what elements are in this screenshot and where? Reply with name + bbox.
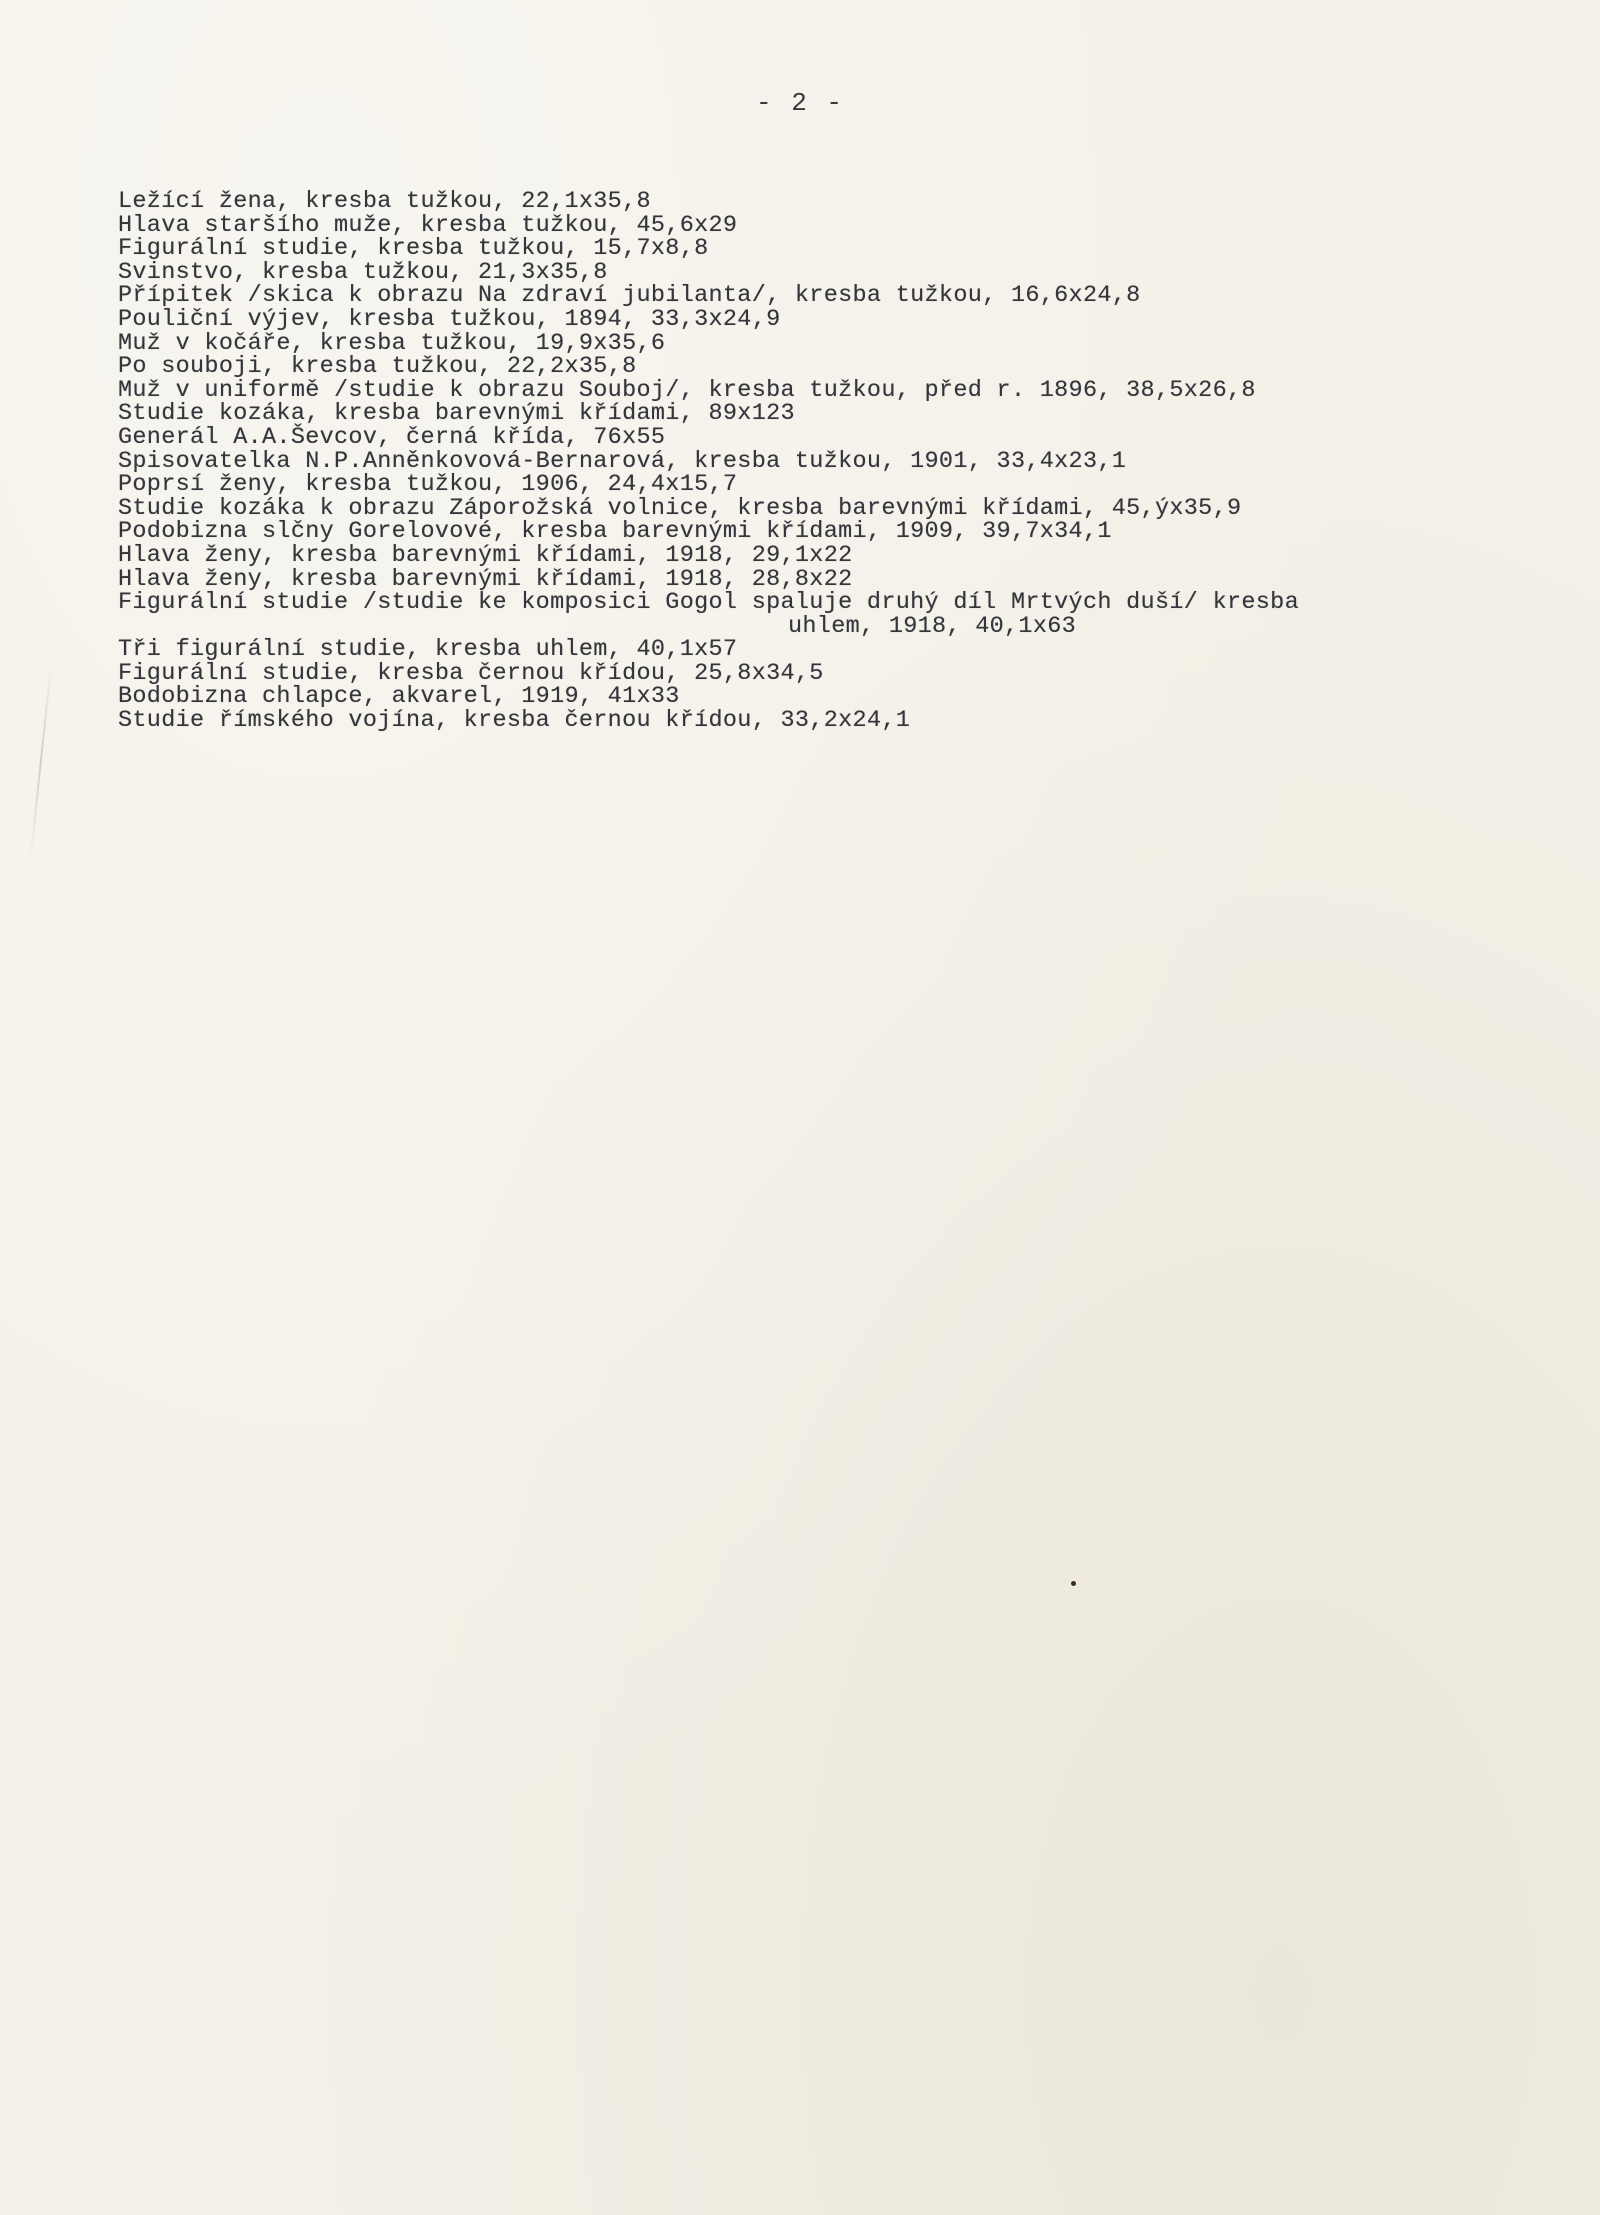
list-item: Spisovatelka N.P.Anněnkovová-Bernarová, kresba tužkou, 1901, 33,4x23,1 bbox=[118, 447, 1127, 475]
artwork-list bbox=[118, 190, 1568, 733]
list-item: Figurální studie /studie ke komposici Gogol spaluje druhý díl Mrtvých duší/ kresba bbox=[118, 589, 1299, 617]
list-item: Muž v uniformě /studie k obrazu Souboj/, kresba tužkou, před r. 1896, 38,5x26,8 bbox=[118, 376, 1256, 404]
list-item: Tři figurální studie, kresba uhlem, 40,1x57 bbox=[118, 636, 738, 664]
list-item: Figurální studie, kresba černou křídou, 25,8x34,5 bbox=[118, 659, 824, 687]
page-number: - 2 - bbox=[755, 88, 844, 118]
margin-crease bbox=[30, 660, 53, 859]
list-item: Bodobizna chlapce, akvarel, 1919, 41x33 bbox=[118, 683, 680, 711]
list-item-continuation: uhlem, 1918, 40,1x63 bbox=[788, 612, 1077, 640]
list-item: Podobizna slčny Gorelovové, kresba barevnými křídami, 1909, 39,7x34,1 bbox=[118, 518, 1112, 546]
list-item: Studie kozáka k obrazu Záporožská volnice, kresba barevnými křídami, 45,ýx35,9 bbox=[118, 494, 1242, 522]
list-item: Ležící žena, kresba tužkou, 22,1x35,8 bbox=[118, 188, 651, 215]
list-item: Muž v kočáře, kresba tužkou, 19,9x35,6 bbox=[118, 329, 666, 357]
ink-dot bbox=[1071, 1581, 1076, 1586]
list-item: Studie kozáka, kresba barevnými křídami, 89x123 bbox=[118, 400, 795, 428]
list-item: Hlava ženy, kresba barevnými křídami, 1918, 28,8x22 bbox=[118, 565, 853, 593]
list-item: Svinstvo, kresba tužkou, 21,3x35,8 bbox=[118, 258, 608, 286]
list-item: Hlava staršího muže, kresba tužkou, 45,6x29 bbox=[118, 211, 738, 239]
list-item: Figurální studie, kresba tužkou, 15,7x8,8 bbox=[118, 235, 709, 263]
list-item: Pouliční výjev, kresba tužkou, 1894, 33,3x24,9 bbox=[118, 305, 781, 333]
list-item: Přípitek /skica k obrazu Na zdraví jubilanta/, kresba tužkou, 16,6x24,8 bbox=[118, 282, 1141, 310]
list-item: Hlava ženy, kresba barevnými křídami, 1918, 29,1x22 bbox=[118, 541, 853, 569]
list-item: Poprsí ženy, kresba tužkou, 1906, 24,4x15,7 bbox=[118, 471, 738, 499]
list-item: Po souboji, kresba tužkou, 22,2x35,8 bbox=[118, 353, 637, 381]
list-item: Generál A.A.Ševcov, černá křída, 76x55 bbox=[118, 423, 666, 451]
list-item: Studie římského vojína, kresba černou křídou, 33,2x24,1 bbox=[118, 707, 911, 735]
